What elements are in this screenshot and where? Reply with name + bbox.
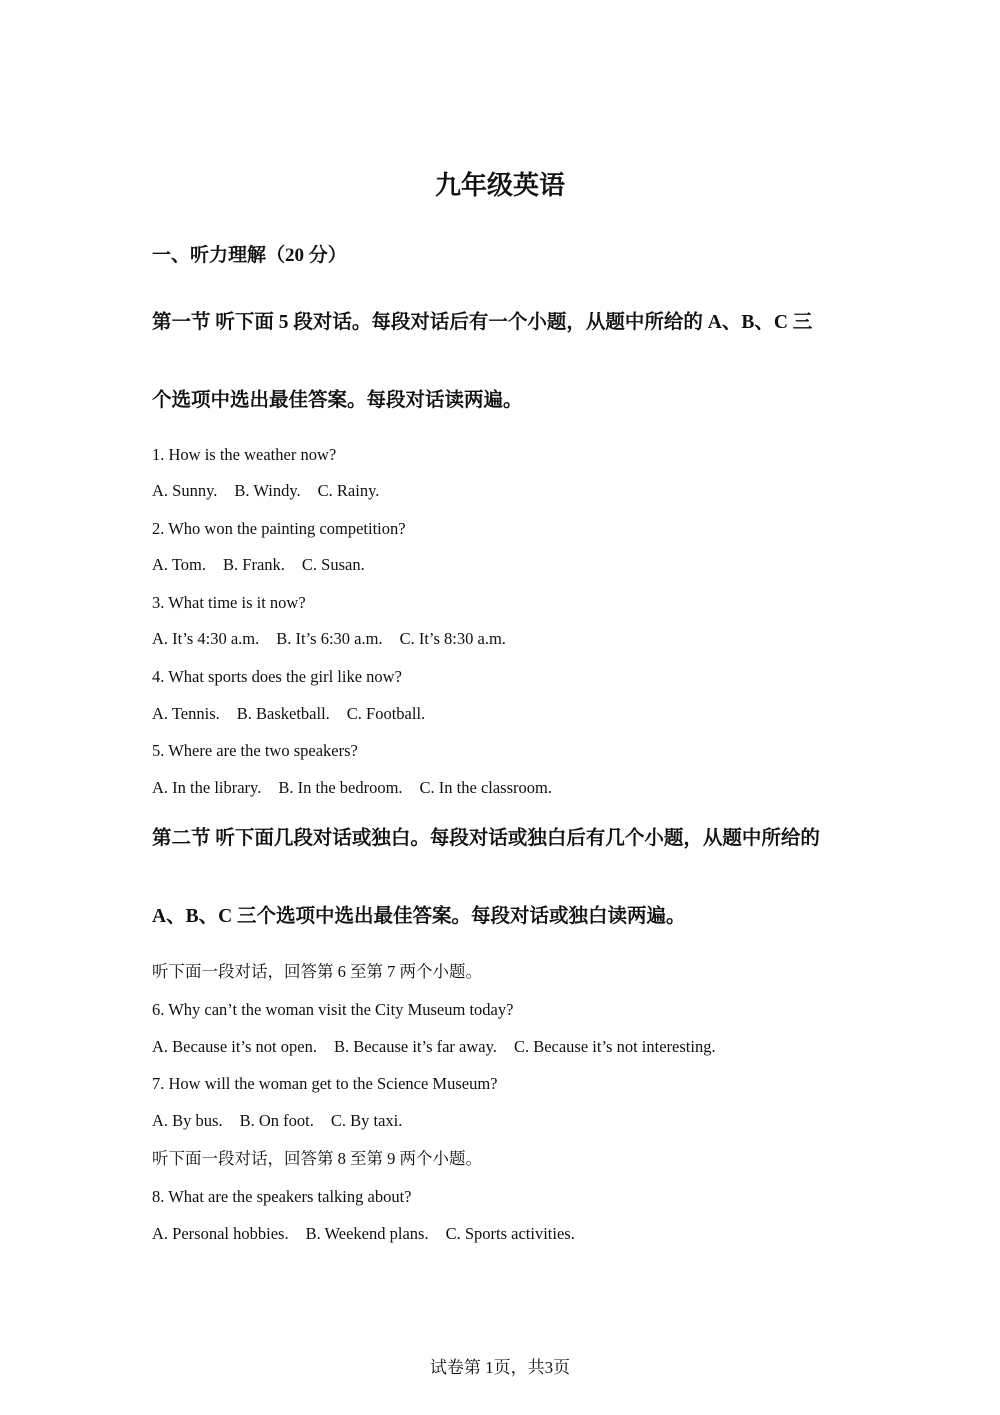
option-b: B. Weekend plans. bbox=[305, 1224, 429, 1243]
option-a: A. By bus. bbox=[152, 1111, 223, 1130]
option-c: C. Football. bbox=[346, 704, 426, 723]
section1-instruction-line2: 个选项中选出最佳答案。每段对话读两遍。 bbox=[152, 390, 523, 411]
option-c: C. Sports activities. bbox=[445, 1224, 575, 1243]
option-c: C. In the classroom. bbox=[419, 778, 552, 797]
option-c: C. By taxi. bbox=[330, 1111, 403, 1130]
option-b: B. Basketball. bbox=[236, 704, 330, 723]
question-4: 4. What sports does the girl like now? bbox=[152, 667, 402, 686]
options-5 bbox=[152, 776, 569, 800]
question-5: 5. Where are the two speakers? bbox=[152, 741, 358, 760]
option-b: B. Because it’s far away. bbox=[333, 1037, 497, 1056]
option-b: B. Frank. bbox=[223, 555, 285, 574]
part1-heading: 一、听力理解（20 分） bbox=[152, 245, 347, 266]
option-a: A. In the library. bbox=[152, 778, 262, 797]
option-c: C. Rainy. bbox=[317, 481, 380, 500]
option-a: A. It’s 4:30 a.m. bbox=[152, 629, 260, 648]
option-a: A. Sunny. bbox=[152, 481, 218, 500]
option-b: B. Windy. bbox=[234, 481, 301, 500]
instruction-8-9: 听下面一段对话，回答第 8 至第 9 两个小题。 bbox=[152, 1149, 482, 1168]
question-7: 7. How will the woman get to the Science Museum? bbox=[152, 1074, 498, 1093]
option-b: B. In the bedroom. bbox=[278, 778, 403, 797]
option-c: C. Because it’s not interesting. bbox=[513, 1037, 716, 1056]
options-6 bbox=[152, 1035, 733, 1059]
options-3 bbox=[152, 627, 523, 651]
section1-instruction-line1: 第一节 听下面 5 段对话。每段对话后有一个小题，从题中所给的 A、B、C 三 bbox=[152, 312, 813, 333]
options-4 bbox=[152, 702, 442, 726]
option-c: C. Susan. bbox=[301, 555, 365, 574]
section2-instruction-line2: A、B、C 三个选项中选出最佳答案。每段对话或独白读两遍。 bbox=[152, 906, 686, 927]
option-b: B. On foot. bbox=[239, 1111, 314, 1130]
question-1: 1. How is the weather now? bbox=[152, 445, 337, 464]
option-c: C. It’s 8:30 a.m. bbox=[399, 629, 506, 648]
options-2 bbox=[152, 553, 382, 577]
question-6: 6. Why can’t the woman visit the City Museum today? bbox=[152, 1000, 514, 1019]
options-1 bbox=[152, 479, 396, 503]
question-3: 3. What time is it now? bbox=[152, 593, 306, 612]
question-2: 2. Who won the painting competition? bbox=[152, 519, 406, 538]
section2-instruction-line1: 第二节 听下面几段对话或独白。每段对话或独白后有几个小题，从题中所给的 bbox=[152, 828, 820, 849]
option-a: A. Personal hobbies. bbox=[152, 1224, 289, 1243]
options-8 bbox=[152, 1222, 592, 1246]
option-a: A. Tennis. bbox=[152, 704, 220, 723]
instruction-6-7: 听下面一段对话，回答第 6 至第 7 两个小题。 bbox=[152, 962, 482, 981]
options-7 bbox=[152, 1109, 419, 1133]
question-8: 8. What are the speakers talking about? bbox=[152, 1187, 412, 1206]
option-a: A. Because it’s not open. bbox=[152, 1037, 317, 1056]
page-footer: 试卷第 1页，共3页 bbox=[429, 1358, 571, 1377]
option-b: B. It’s 6:30 a.m. bbox=[276, 629, 383, 648]
page-title: 九年级英语 bbox=[434, 171, 565, 200]
option-a: A. Tom. bbox=[152, 555, 207, 574]
